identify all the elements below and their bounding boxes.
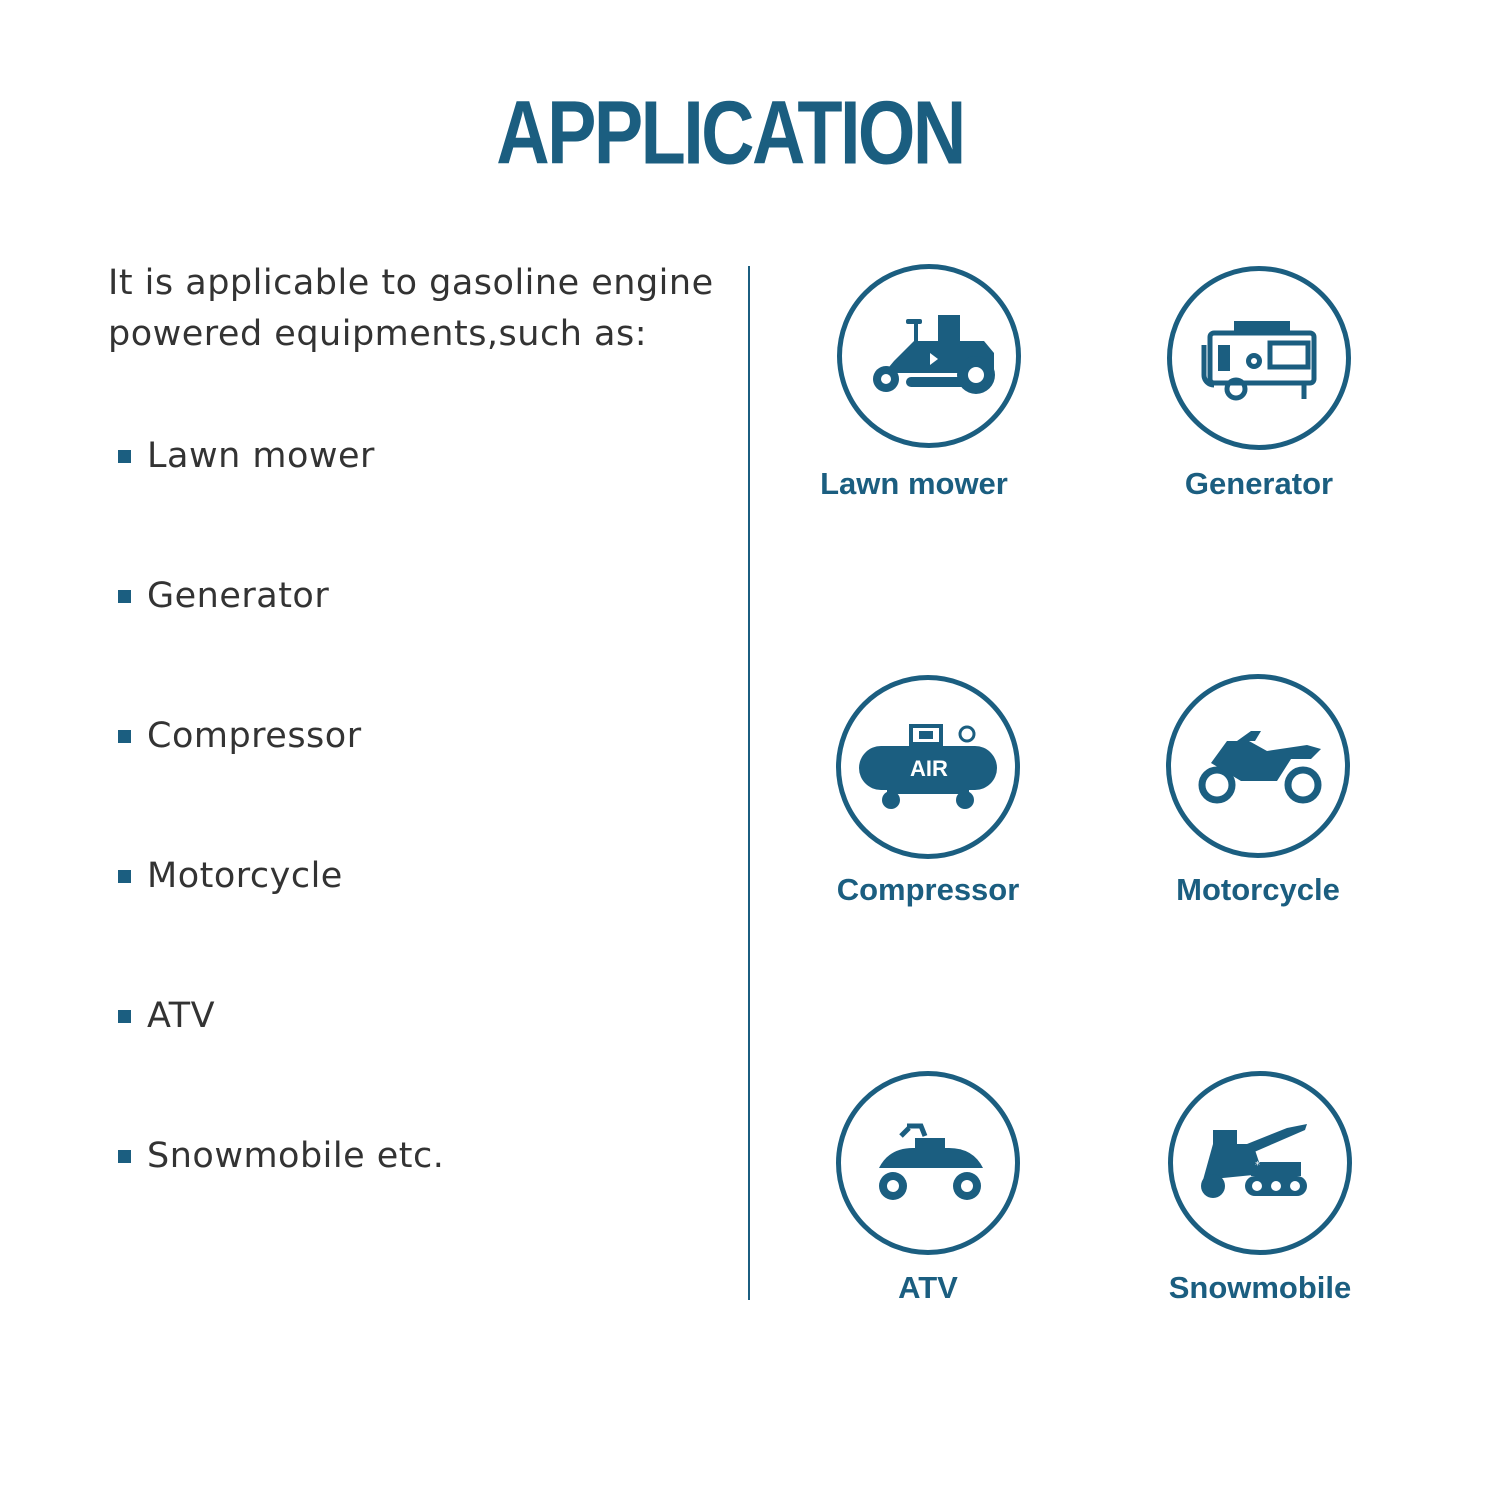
- list-item-label: Lawn mower: [147, 436, 375, 476]
- tile-label: Motorcycle: [1176, 872, 1340, 907]
- lawn-mower-icon: [837, 264, 1021, 448]
- tile-label: Generator: [1184, 466, 1334, 501]
- list-item-label: Generator: [147, 576, 330, 616]
- bullet-square-icon: [118, 590, 131, 603]
- list-item: [118, 991, 718, 1041]
- page-title: APPLICATION: [496, 82, 964, 184]
- list-item-label: ATV: [147, 996, 216, 1036]
- bullet-square-icon: [118, 870, 131, 883]
- compressor-icon: [836, 675, 1020, 859]
- svg-text:*: *: [1255, 1160, 1260, 1171]
- list-item-label: Snowmobile etc.: [147, 1136, 445, 1176]
- bullet-square-icon: [118, 1150, 131, 1163]
- compressor-badge: AIR: [910, 756, 948, 781]
- bullet-square-icon: [118, 730, 131, 743]
- intro-line-1: It is applicable to gasoline engine: [108, 263, 714, 303]
- tile-label: Lawn mower: [820, 466, 1008, 501]
- intro-text: [108, 258, 748, 360]
- list-item: [118, 711, 718, 761]
- motorcycle-icon: [1166, 674, 1350, 858]
- tile-label: ATV: [898, 1270, 958, 1305]
- tile-label: Compressor: [836, 872, 1020, 907]
- intro-line-2: powered equipments,such as:: [108, 314, 647, 354]
- snowmobile-icon: [1168, 1071, 1352, 1255]
- list-item-label: Motorcycle: [147, 856, 343, 896]
- bullet-square-icon: [118, 450, 131, 463]
- tile-label: Snowmobile: [1168, 1270, 1352, 1305]
- list-item: [118, 571, 718, 621]
- atv-icon: [836, 1071, 1020, 1255]
- vertical-divider: [748, 266, 750, 1300]
- list-item-label: Compressor: [147, 716, 362, 756]
- list-item: [118, 851, 718, 901]
- bullet-square-icon: [118, 1010, 131, 1023]
- list-item: [118, 1131, 718, 1181]
- generator-icon: [1167, 266, 1351, 450]
- list-item: [118, 431, 718, 481]
